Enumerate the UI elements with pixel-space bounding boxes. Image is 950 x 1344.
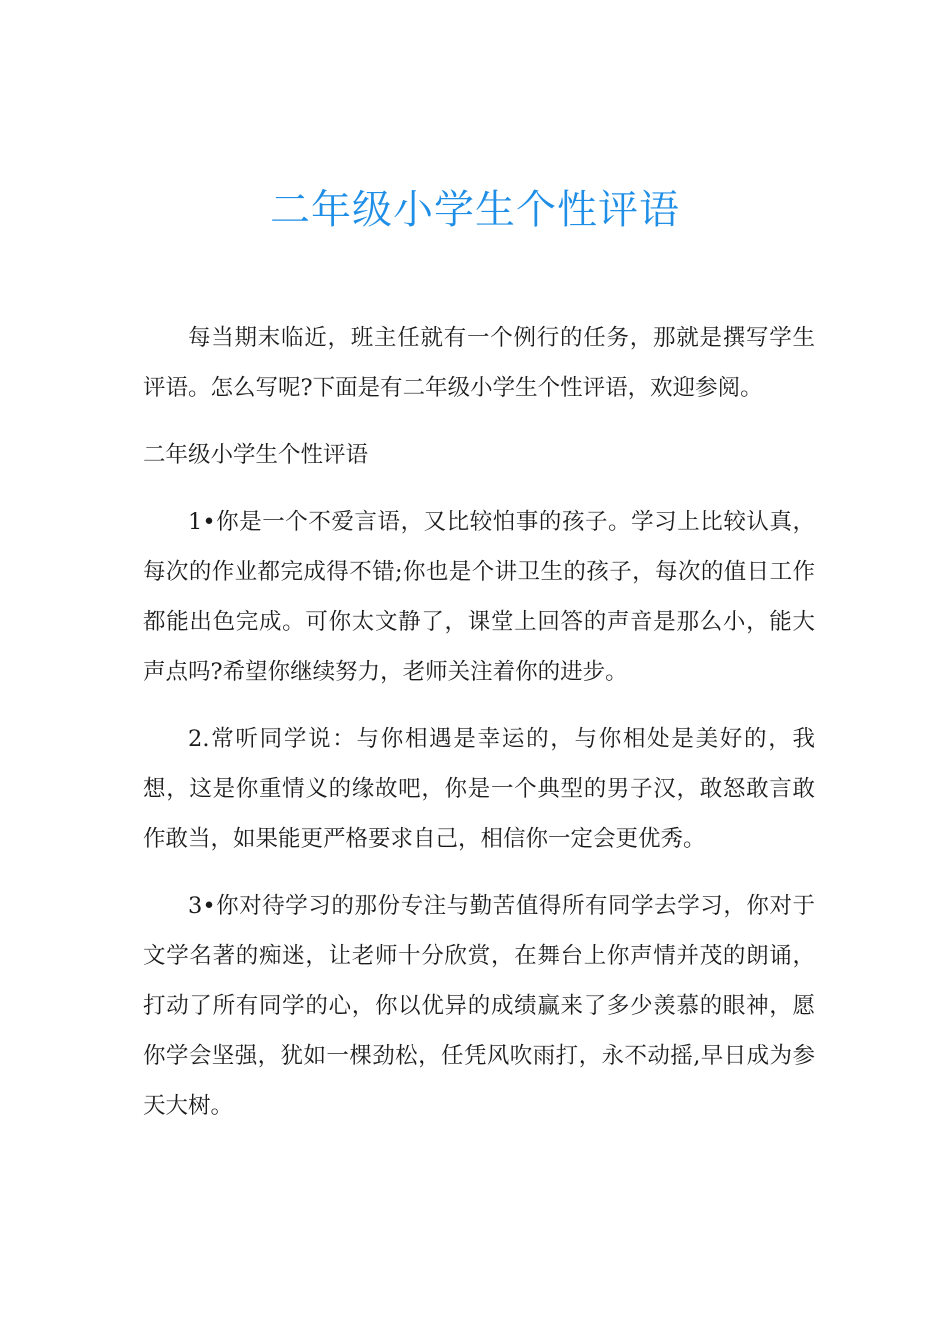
- section-subheading: 二年级小学生个性评语: [143, 442, 369, 468]
- comment-paragraph-3: 3•你对待学习的那份专注与勤苦值得所有同学去学习，你对于文学名著的痴迷，让老师十分欣赏，在舞台上你声情并茂的朗诵，打动了所有同学的心，你以优异的成绩赢来了多少羡慕的眼神，愿你学会坚强，犹如一棵劲松，任凭风吹雨打，永不动摇,早日成为参天大树。: [143, 893, 815, 1119]
- intro-paragraph: 每当期末临近，班主任就有一个例行的任务，那就是撰写学生评语。怎么写呢?下面是有二年级小学生个性评语，欢迎参阅。: [143, 325, 815, 401]
- comment-paragraph-2: 2.常听同学说：与你相遇是幸运的，与你相处是美好的，我想，这是你重情义的缘故吧，你是一个典型的男子汉，敢怒敢言敢作敢当，如果能更严格要求自己，相信你一定会更优秀。: [143, 726, 815, 852]
- document-body: [143, 313, 815, 1131]
- page-title: 二年级小学生个性评语: [270, 187, 680, 233]
- comment-paragraph-1: 1•你是一个不爱言语，又比较怕事的孩子。学习上比较认真，每次的作业都完成得不错;你也是个讲卫生的孩子，每次的值日工作都能出色完成。可你太文静了，课堂上回答的声音是那么小，能大声点吗?希望你继续努力，老师关注着你的进步。: [143, 509, 815, 685]
